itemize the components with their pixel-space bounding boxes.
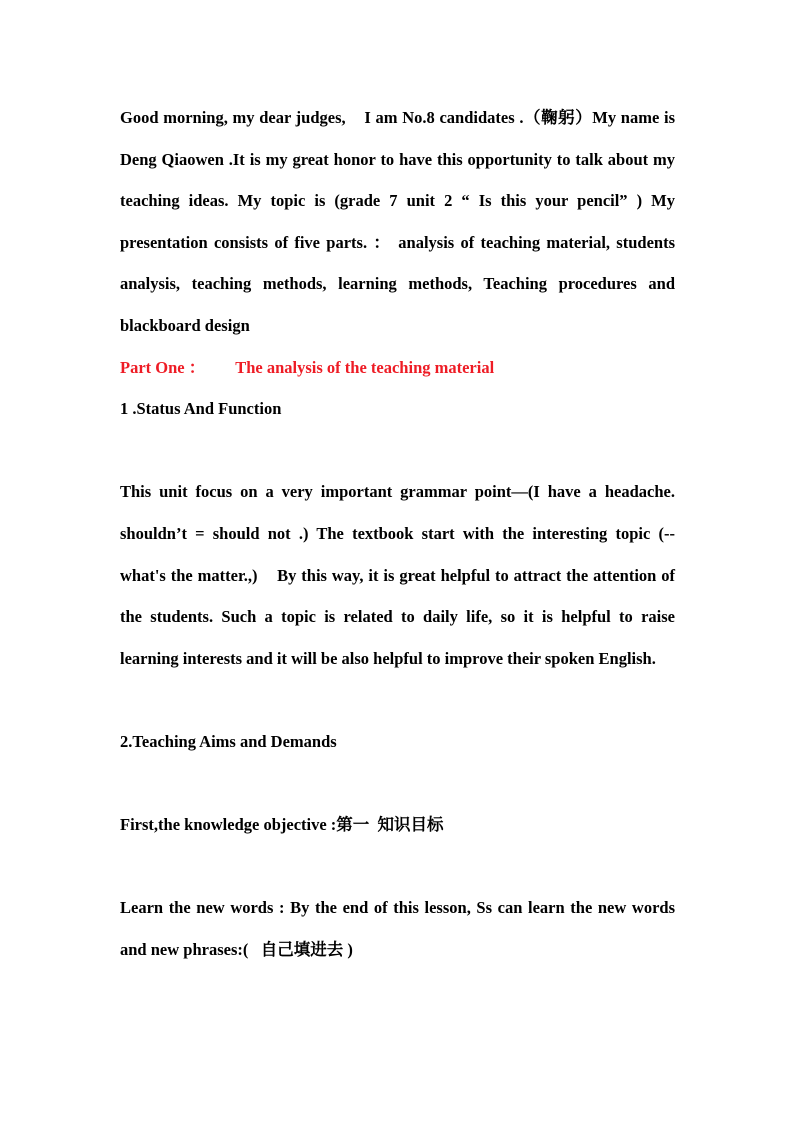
- blank-line: [120, 763, 675, 805]
- section-1-paragraph: This unit focus on a very important grammar point—(I have a headache. shouldn’t = should not .) The textbook start with the interesting topic (-- what's the matter.,) By this way, it is great helpful to attract the attention of the students. Such a topic is related to daily life, so it is helpful to raise learning interests and it will be also helpful to improve their spoken English.: [120, 482, 680, 668]
- section-1-heading: 1 .Status And Function: [120, 399, 282, 419]
- part-one-title: The analysis of the teaching material: [235, 357, 495, 377]
- part-one-heading: [120, 347, 675, 389]
- section-2-heading: 2.Teaching Aims and Demands: [120, 731, 337, 751]
- document-body: [120, 97, 680, 970]
- blank-line: [120, 430, 675, 472]
- blank-line: [120, 679, 675, 721]
- part-one-label: Part One ：: [120, 357, 206, 377]
- intro-paragraph: Good morning, my dear judges, I am No.8 candidates .（鞠躬）My name is Deng Qiaowen .It is my great honor to have this opportunity to talk about my teaching ideas. My topic is (grade 7 unit 2 “ Is this your pencil” ) My presentation consists of five parts. ： analysis of teaching material, students analysis, teaching methods, learning methods, Teaching procedures and blackboard design: [120, 108, 680, 335]
- knowledge-objective: First,the knowledge objective :第一 知识目标: [120, 815, 444, 835]
- blank-line: [120, 846, 675, 888]
- learn-words-paragraph: Learn the new words : By the end of this lesson, Ss can learn the new words and new phrases:( 自己填进去 ): [120, 898, 680, 959]
